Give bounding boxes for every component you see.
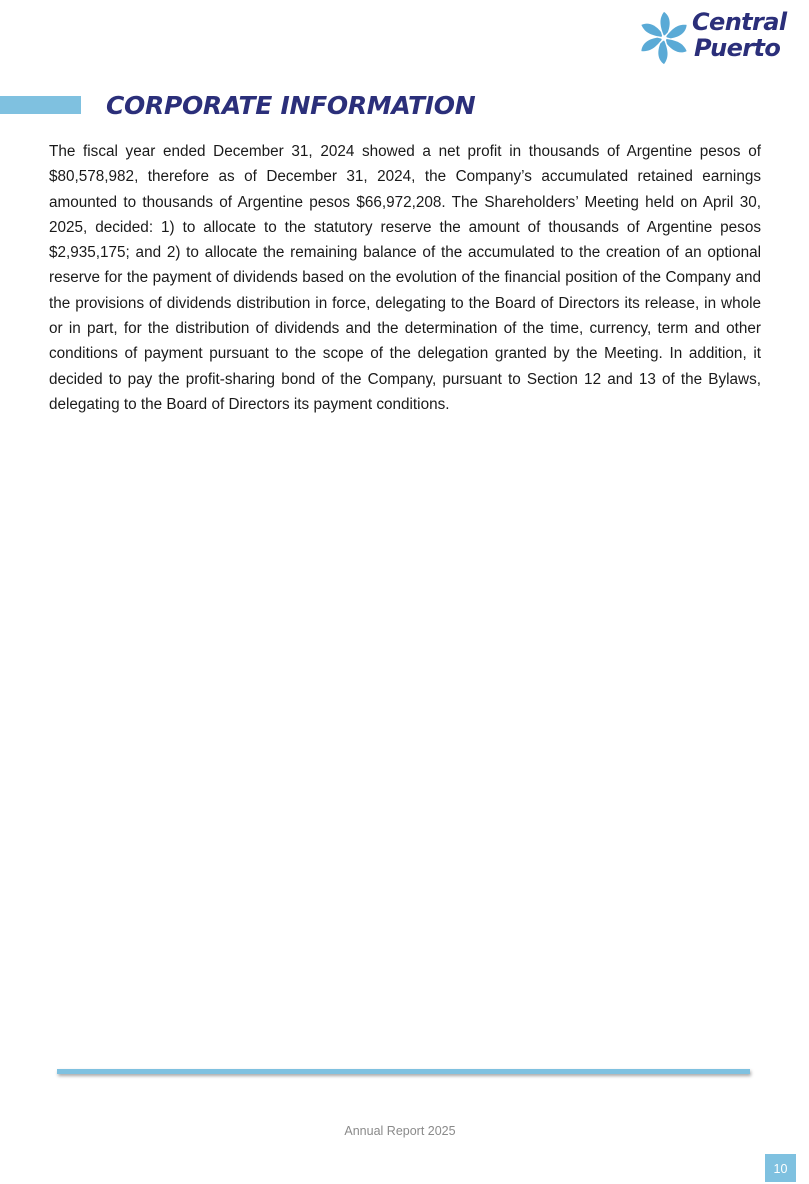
footer-divider [57,1069,750,1074]
logo-text-line2: Puerto [694,34,781,62]
company-logo [634,6,804,70]
logo-wordmark [692,9,787,61]
footer-report-label: Annual Report 2025 [344,1124,456,1138]
logo-text-line1: Central [692,8,787,36]
title-accent-bar [0,96,81,114]
page-number-badge: 10 [765,1154,796,1182]
body-paragraph: The fiscal year ended December 31, 2024 showed a net profit in thousands of Argentine pesos of $80,578,982, therefore as of December 31, 2024, the Company’s accumulated retained earnings amounted to thousands of Argentine pesos $66,972,208. The Shareholders’ Meeting held on April 30, 2025, decided: 1) to allocate to the statutory reserve the amount of thousands of Argentine pesos $2,935,175; and 2) to allocate the remaining balance of the accumulated to the creation of an optional reserve for the payment of dividends based on the evolution of the financial position of the Company and the provisions of dividends distribution in force, delegating to the Board of Directors its release, in whole or in part, for the distribution of dividends and the determination of the time, currency, term and other conditions of payment pursuant to the scope of the delegation granted by the Meeting. In addition, it decided to pay the profit-sharing bond of the Company, pursuant to Section 12 and 13 of the Bylaws, delegating to the Board of Directors its payment conditions. [49,143,761,413]
page-title: CORPORATE INFORMATION [106,91,476,120]
pinwheel-logo-icon [636,8,692,68]
